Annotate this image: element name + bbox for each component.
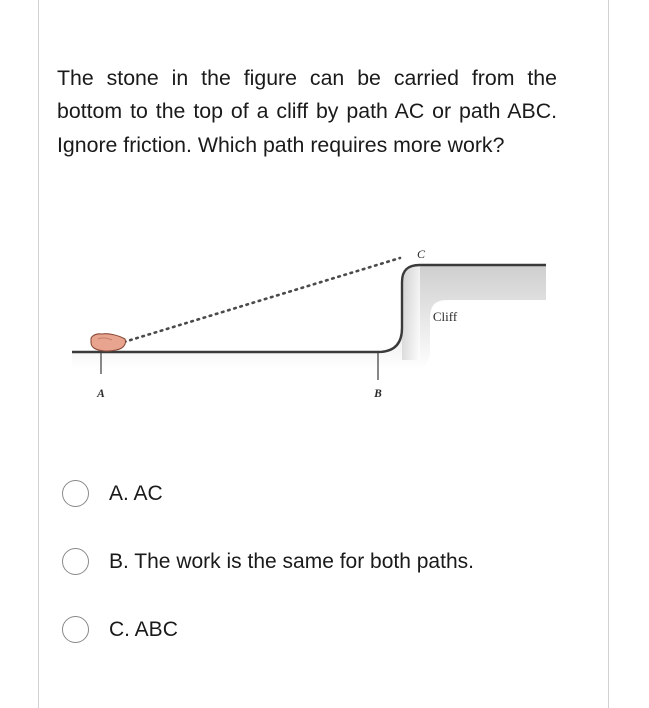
radio-option-b[interactable] (62, 548, 89, 575)
label-c: C (416, 247, 426, 261)
ground-shading (72, 265, 546, 370)
radio-option-a[interactable] (62, 480, 89, 507)
label-a: A (97, 388, 105, 400)
radio-option-c[interactable] (62, 616, 89, 643)
label-cliff: Cliff (432, 309, 458, 324)
option-a[interactable] (62, 480, 163, 507)
option-c-label: C. ABC (109, 617, 178, 641)
stone-icon (91, 334, 126, 351)
label-b: B (374, 388, 382, 400)
path-ac-dotted-line (124, 258, 400, 342)
cliff-face-shading (402, 265, 420, 360)
question-text: The stone in the figure can be carried from the bottom to the top of a cliff by path AC or path ABC. Ignore friction. Which path requires more work? (57, 66, 557, 157)
option-b[interactable] (62, 548, 474, 575)
option-b-label: B. The work is the same for both paths. (109, 549, 474, 573)
option-c[interactable] (62, 616, 178, 643)
option-a-label: A. AC (109, 481, 163, 505)
cliff-figure (68, 240, 550, 410)
